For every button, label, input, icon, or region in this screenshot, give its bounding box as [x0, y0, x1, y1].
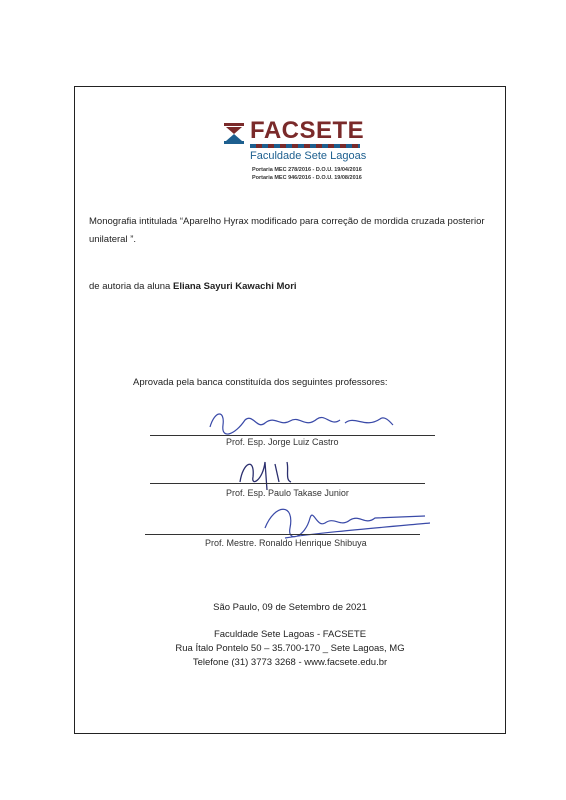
- aprovada-text: Aprovada pela banca constituída dos seguintes professores:: [133, 377, 388, 388]
- date-line: São Paulo, 09 de Setembro de 2021: [213, 602, 367, 613]
- signature-1-name: Prof. Esp. Jorge Luiz Castro: [226, 437, 339, 447]
- signature-line-1: [150, 435, 435, 436]
- signature-line-2: [150, 483, 425, 484]
- logo-brand: FACSETE: [250, 117, 365, 144]
- signature-line-3: [145, 534, 420, 535]
- autoria-prefix: de autoria da aluna: [89, 281, 171, 292]
- logo-subtitle: Faculdade Sete Lagoas: [250, 150, 367, 162]
- logo-portaria-2: Portaria MEC 946/2016 - D.O.U. 19/08/2016: [252, 175, 362, 181]
- facsete-mark-icon: [222, 121, 246, 145]
- address-line: Rua Ítalo Pontelo 50 – 35.700-170 _ Sete Lagoas, MG: [175, 643, 405, 654]
- telefone-line: Telefone (31) 3773 3268 - www.facsete.edu.br: [192, 657, 388, 668]
- facsete-logo: [222, 117, 370, 192]
- signature-2-scribble: [235, 452, 305, 492]
- logo-portaria-1: Portaria MEC 278/2016 - D.O.U. 19/04/2016: [252, 167, 362, 173]
- monografia-title-line1: Monografia intitulada “Aparelho Hyrax modificado para correção de mordida cruzada posterior: [89, 216, 485, 227]
- signature-3-name: Prof. Mestre. Ronaldo Henrique Shibuya: [205, 538, 367, 548]
- institution-line: Faculdade Sete Lagoas - FACSETE: [213, 629, 367, 640]
- author-name: Eliana Sayuri Kawachi Mori: [172, 281, 297, 292]
- signature-2-name: Prof. Esp. Paulo Takase Junior: [226, 488, 349, 498]
- logo-stripe: [250, 144, 360, 148]
- monografia-title-line2: unilateral ”.: [89, 234, 136, 245]
- autoria-line: [89, 281, 297, 292]
